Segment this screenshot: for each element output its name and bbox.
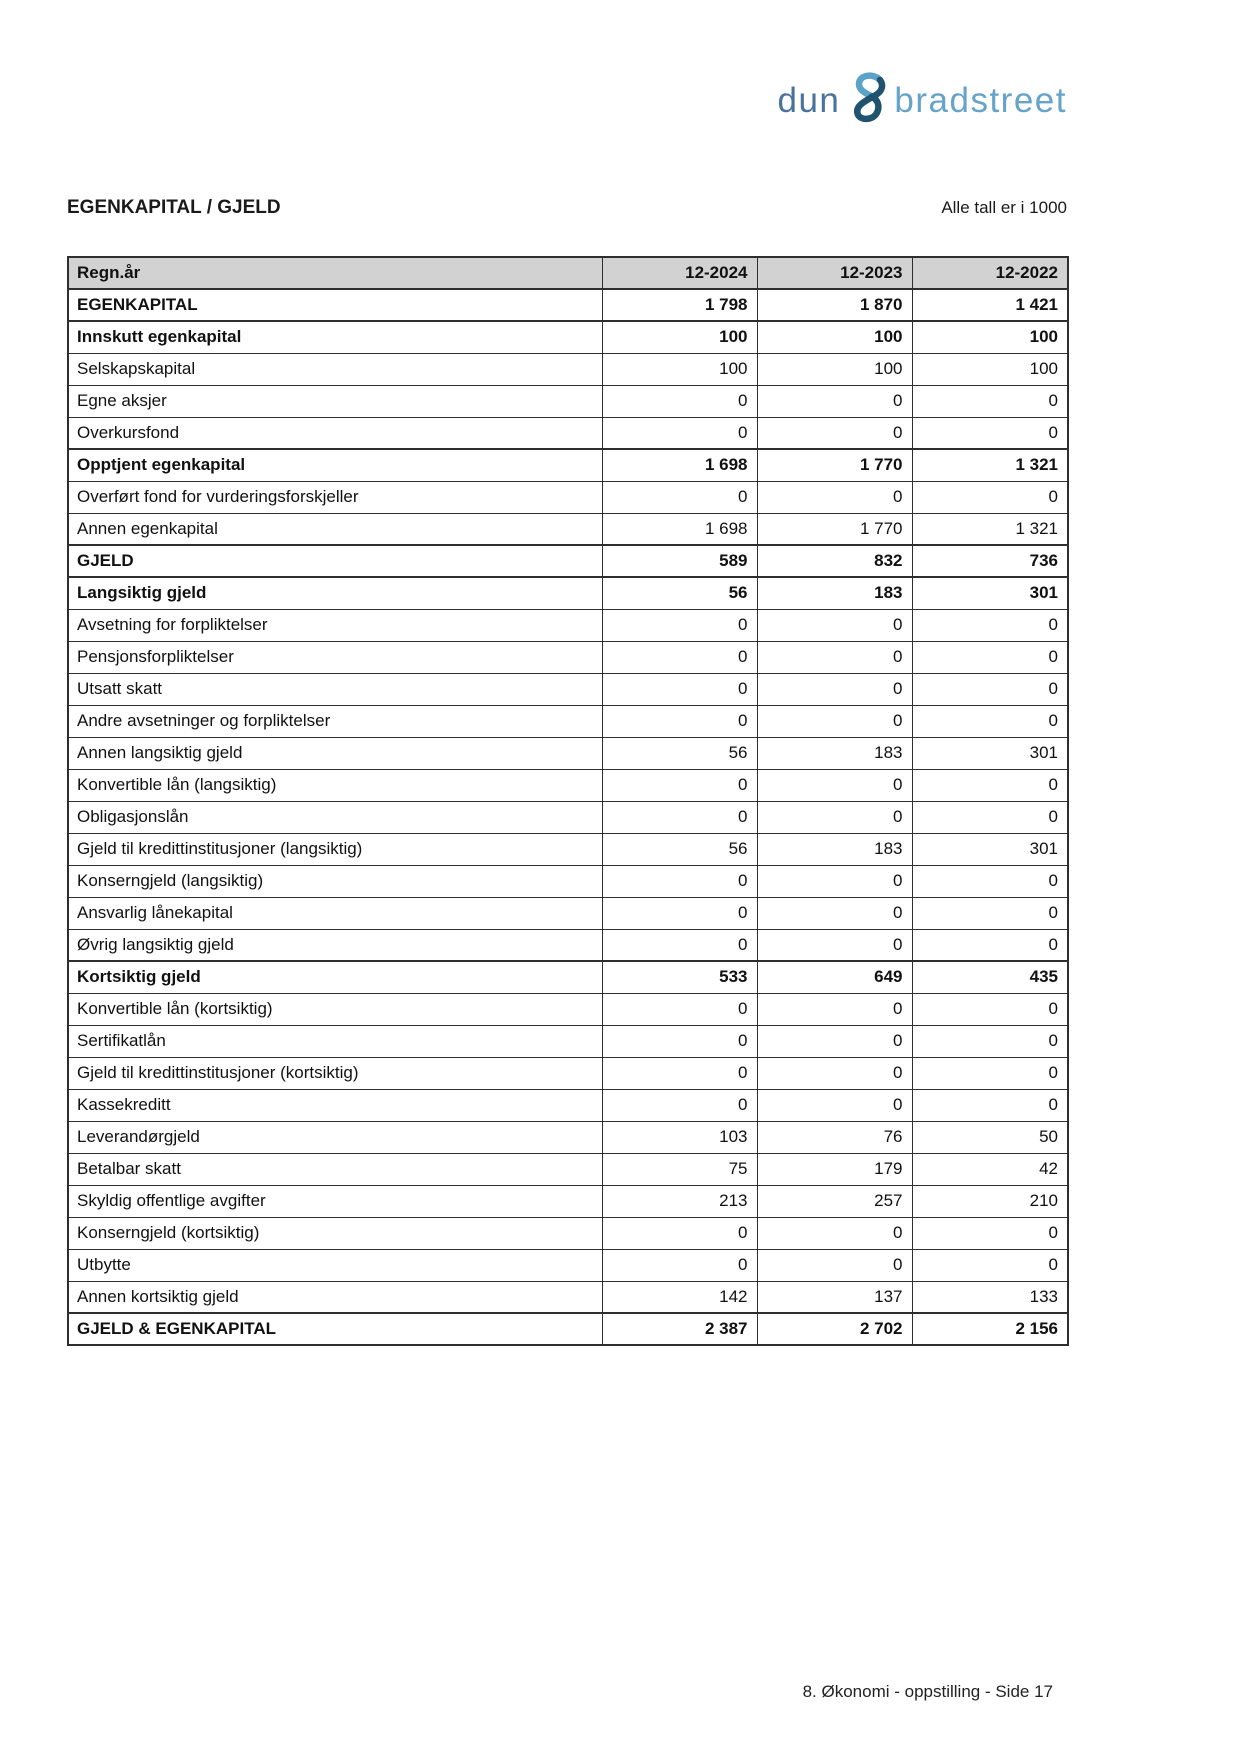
row-value-12-2022: 0 [912, 1025, 1068, 1057]
column-header-12-2023: 12-2023 [757, 257, 912, 289]
row-value-12-2022: 0 [912, 385, 1068, 417]
row-value-12-2023: 0 [757, 673, 912, 705]
row-value-12-2024: 0 [602, 641, 757, 673]
row-value-12-2024: 0 [602, 769, 757, 801]
table-row [68, 865, 1068, 897]
row-label: Gjeld til kredittinstitusjoner (kortsiktig) [68, 1057, 602, 1089]
row-value-12-2023: 649 [757, 961, 912, 993]
row-value-12-2024: 0 [602, 1025, 757, 1057]
row-value-12-2024: 0 [602, 417, 757, 449]
table-row [68, 385, 1068, 417]
row-value-12-2022: 0 [912, 1249, 1068, 1281]
row-value-12-2024: 0 [602, 609, 757, 641]
table-row [68, 801, 1068, 833]
row-value-12-2024: 0 [602, 1249, 757, 1281]
page-footer: 8. Økonomi - oppstilling - Side 17 [802, 1682, 1053, 1701]
table-row [68, 1153, 1068, 1185]
row-value-12-2022: 42 [912, 1153, 1068, 1185]
table-row [68, 1025, 1068, 1057]
row-value-12-2023: 0 [757, 609, 912, 641]
row-label: Konserngjeld (langsiktig) [68, 865, 602, 897]
row-value-12-2024: 213 [602, 1185, 757, 1217]
table-row [68, 449, 1068, 481]
row-value-12-2023: 0 [757, 897, 912, 929]
row-label: Avsetning for forpliktelser [68, 609, 602, 641]
row-value-12-2023: 0 [757, 993, 912, 1025]
row-value-12-2022: 0 [912, 1057, 1068, 1089]
row-value-12-2023: 0 [757, 385, 912, 417]
row-label: Obligasjonslån [68, 801, 602, 833]
row-value-12-2022: 0 [912, 417, 1068, 449]
row-value-12-2022: 301 [912, 737, 1068, 769]
row-value-12-2023: 2 702 [757, 1313, 912, 1345]
row-value-12-2022: 100 [912, 321, 1068, 353]
row-value-12-2024: 1 798 [602, 289, 757, 321]
row-label: Kortsiktig gjeld [68, 961, 602, 993]
row-value-12-2023: 0 [757, 705, 912, 737]
row-value-12-2022: 301 [912, 833, 1068, 865]
row-value-12-2022: 1 421 [912, 289, 1068, 321]
table-row [68, 1249, 1068, 1281]
row-label: EGENKAPITAL [68, 289, 602, 321]
row-value-12-2022: 100 [912, 353, 1068, 385]
column-header-12-2024: 12-2024 [602, 257, 757, 289]
units-note: Alle tall er i 1000 [941, 198, 1067, 217]
row-value-12-2024: 56 [602, 577, 757, 609]
row-label: Andre avsetninger og forpliktelser [68, 705, 602, 737]
row-value-12-2024: 1 698 [602, 513, 757, 545]
table-row [68, 993, 1068, 1025]
row-value-12-2024: 0 [602, 385, 757, 417]
row-value-12-2023: 183 [757, 737, 912, 769]
logo-text-bradstreet: bradstreet [894, 80, 1067, 120]
row-value-12-2023: 257 [757, 1185, 912, 1217]
row-value-12-2022: 133 [912, 1281, 1068, 1313]
row-value-12-2024: 0 [602, 481, 757, 513]
row-value-12-2024: 142 [602, 1281, 757, 1313]
row-value-12-2022: 301 [912, 577, 1068, 609]
row-value-12-2022: 0 [912, 1089, 1068, 1121]
row-label: Annen langsiktig gjeld [68, 737, 602, 769]
row-value-12-2023: 0 [757, 769, 912, 801]
table-row [68, 1281, 1068, 1313]
row-value-12-2024: 0 [602, 929, 757, 961]
row-value-12-2023: 0 [757, 481, 912, 513]
dun-bradstreet-logo [778, 74, 1068, 126]
row-label: Øvrig langsiktig gjeld [68, 929, 602, 961]
row-label: Kassekreditt [68, 1089, 602, 1121]
table-row [68, 1089, 1068, 1121]
row-value-12-2024: 75 [602, 1153, 757, 1185]
table-row [68, 417, 1068, 449]
row-value-12-2022: 0 [912, 865, 1068, 897]
table-row [68, 833, 1068, 865]
table-row [68, 1313, 1068, 1345]
table-row [68, 513, 1068, 545]
row-value-12-2024: 589 [602, 545, 757, 577]
row-value-12-2022: 0 [912, 673, 1068, 705]
row-value-12-2022: 1 321 [912, 513, 1068, 545]
row-value-12-2023: 0 [757, 1089, 912, 1121]
table-row [68, 321, 1068, 353]
table-row [68, 1217, 1068, 1249]
row-label: Skyldig offentlige avgifter [68, 1185, 602, 1217]
row-value-12-2023: 183 [757, 833, 912, 865]
row-value-12-2023: 0 [757, 1249, 912, 1281]
row-label: Ansvarlig lånekapital [68, 897, 602, 929]
row-value-12-2023: 0 [757, 417, 912, 449]
row-value-12-2023: 0 [757, 801, 912, 833]
table-row [68, 609, 1068, 641]
row-label: Innskutt egenkapital [68, 321, 602, 353]
row-label: Leverandørgjeld [68, 1121, 602, 1153]
table-row [68, 737, 1068, 769]
table-header [68, 257, 1068, 289]
row-value-12-2024: 100 [602, 321, 757, 353]
row-label: Gjeld til kredittinstitusjoner (langsiktig) [68, 833, 602, 865]
row-value-12-2023: 100 [757, 321, 912, 353]
table-row [68, 577, 1068, 609]
row-value-12-2023: 0 [757, 1025, 912, 1057]
row-value-12-2022: 0 [912, 705, 1068, 737]
logo-text-dun: dun [777, 80, 841, 120]
row-label: Annen kortsiktig gjeld [68, 1281, 602, 1313]
row-value-12-2023: 1 770 [757, 449, 912, 481]
row-value-12-2023: 100 [757, 353, 912, 385]
ampersand-icon [846, 72, 892, 124]
row-label: Pensjonsforpliktelser [68, 641, 602, 673]
row-value-12-2022: 50 [912, 1121, 1068, 1153]
row-value-12-2023: 832 [757, 545, 912, 577]
row-value-12-2024: 2 387 [602, 1313, 757, 1345]
row-value-12-2022: 0 [912, 1217, 1068, 1249]
row-label: Konvertible lån (kortsiktig) [68, 993, 602, 1025]
page-title: EGENKAPITAL / GJELD [67, 197, 281, 218]
column-header-12-2022: 12-2022 [912, 257, 1068, 289]
row-label: Selskapskapital [68, 353, 602, 385]
row-value-12-2022: 0 [912, 481, 1068, 513]
row-value-12-2022: 435 [912, 961, 1068, 993]
table-row [68, 353, 1068, 385]
title-row [67, 197, 1067, 219]
row-value-12-2024: 0 [602, 993, 757, 1025]
row-value-12-2023: 0 [757, 641, 912, 673]
row-value-12-2023: 0 [757, 1057, 912, 1089]
table-row [68, 897, 1068, 929]
table-row [68, 1057, 1068, 1089]
row-value-12-2023: 179 [757, 1153, 912, 1185]
row-value-12-2022: 0 [912, 609, 1068, 641]
row-value-12-2024: 0 [602, 1089, 757, 1121]
row-label: GJELD [68, 545, 602, 577]
row-value-12-2024: 0 [602, 865, 757, 897]
table-row [68, 1121, 1068, 1153]
page-content [67, 0, 1067, 1754]
row-value-12-2023: 1 770 [757, 513, 912, 545]
row-label: Konvertible lån (langsiktig) [68, 769, 602, 801]
row-value-12-2024: 0 [602, 705, 757, 737]
balance-sheet-table [67, 256, 1069, 1346]
row-value-12-2024: 0 [602, 1217, 757, 1249]
row-value-12-2023: 0 [757, 1217, 912, 1249]
balance-table-body [68, 289, 1068, 1345]
row-value-12-2023: 76 [757, 1121, 912, 1153]
table-row [68, 1185, 1068, 1217]
row-label: GJELD & EGENKAPITAL [68, 1313, 602, 1345]
row-value-12-2024: 1 698 [602, 449, 757, 481]
row-value-12-2024: 533 [602, 961, 757, 993]
row-value-12-2022: 0 [912, 641, 1068, 673]
row-label: Betalbar skatt [68, 1153, 602, 1185]
table-row [68, 481, 1068, 513]
row-label: Sertifikatlån [68, 1025, 602, 1057]
row-value-12-2022: 0 [912, 769, 1068, 801]
row-value-12-2022: 2 156 [912, 1313, 1068, 1345]
table-row [68, 929, 1068, 961]
table-row [68, 769, 1068, 801]
table-row [68, 641, 1068, 673]
row-value-12-2024: 0 [602, 1057, 757, 1089]
row-value-12-2022: 0 [912, 897, 1068, 929]
row-value-12-2023: 0 [757, 929, 912, 961]
row-value-12-2022: 0 [912, 801, 1068, 833]
row-label: Annen egenkapital [68, 513, 602, 545]
row-value-12-2023: 137 [757, 1281, 912, 1313]
row-value-12-2024: 56 [602, 737, 757, 769]
row-value-12-2024: 103 [602, 1121, 757, 1153]
row-value-12-2022: 0 [912, 929, 1068, 961]
table-row [68, 545, 1068, 577]
table-row [68, 705, 1068, 737]
row-value-12-2024: 0 [602, 801, 757, 833]
row-value-12-2022: 0 [912, 993, 1068, 1025]
row-label: Utsatt skatt [68, 673, 602, 705]
row-value-12-2022: 1 321 [912, 449, 1068, 481]
row-value-12-2024: 0 [602, 897, 757, 929]
row-value-12-2023: 1 870 [757, 289, 912, 321]
row-label: Egne aksjer [68, 385, 602, 417]
row-label: Overført fond for vurderingsforskjeller [68, 481, 602, 513]
row-label: Overkursfond [68, 417, 602, 449]
column-header-year-label: Regn.år [68, 257, 602, 289]
table-row [68, 673, 1068, 705]
row-value-12-2024: 56 [602, 833, 757, 865]
row-value-12-2023: 183 [757, 577, 912, 609]
row-label: Konserngjeld (kortsiktig) [68, 1217, 602, 1249]
row-label: Utbytte [68, 1249, 602, 1281]
table-header-row [68, 257, 1068, 289]
row-label: Langsiktig gjeld [68, 577, 602, 609]
row-label: Opptjent egenkapital [68, 449, 602, 481]
row-value-12-2022: 210 [912, 1185, 1068, 1217]
table-row [68, 961, 1068, 993]
table-row [68, 289, 1068, 321]
row-value-12-2024: 0 [602, 673, 757, 705]
row-value-12-2022: 736 [912, 545, 1068, 577]
row-value-12-2024: 100 [602, 353, 757, 385]
row-value-12-2023: 0 [757, 865, 912, 897]
